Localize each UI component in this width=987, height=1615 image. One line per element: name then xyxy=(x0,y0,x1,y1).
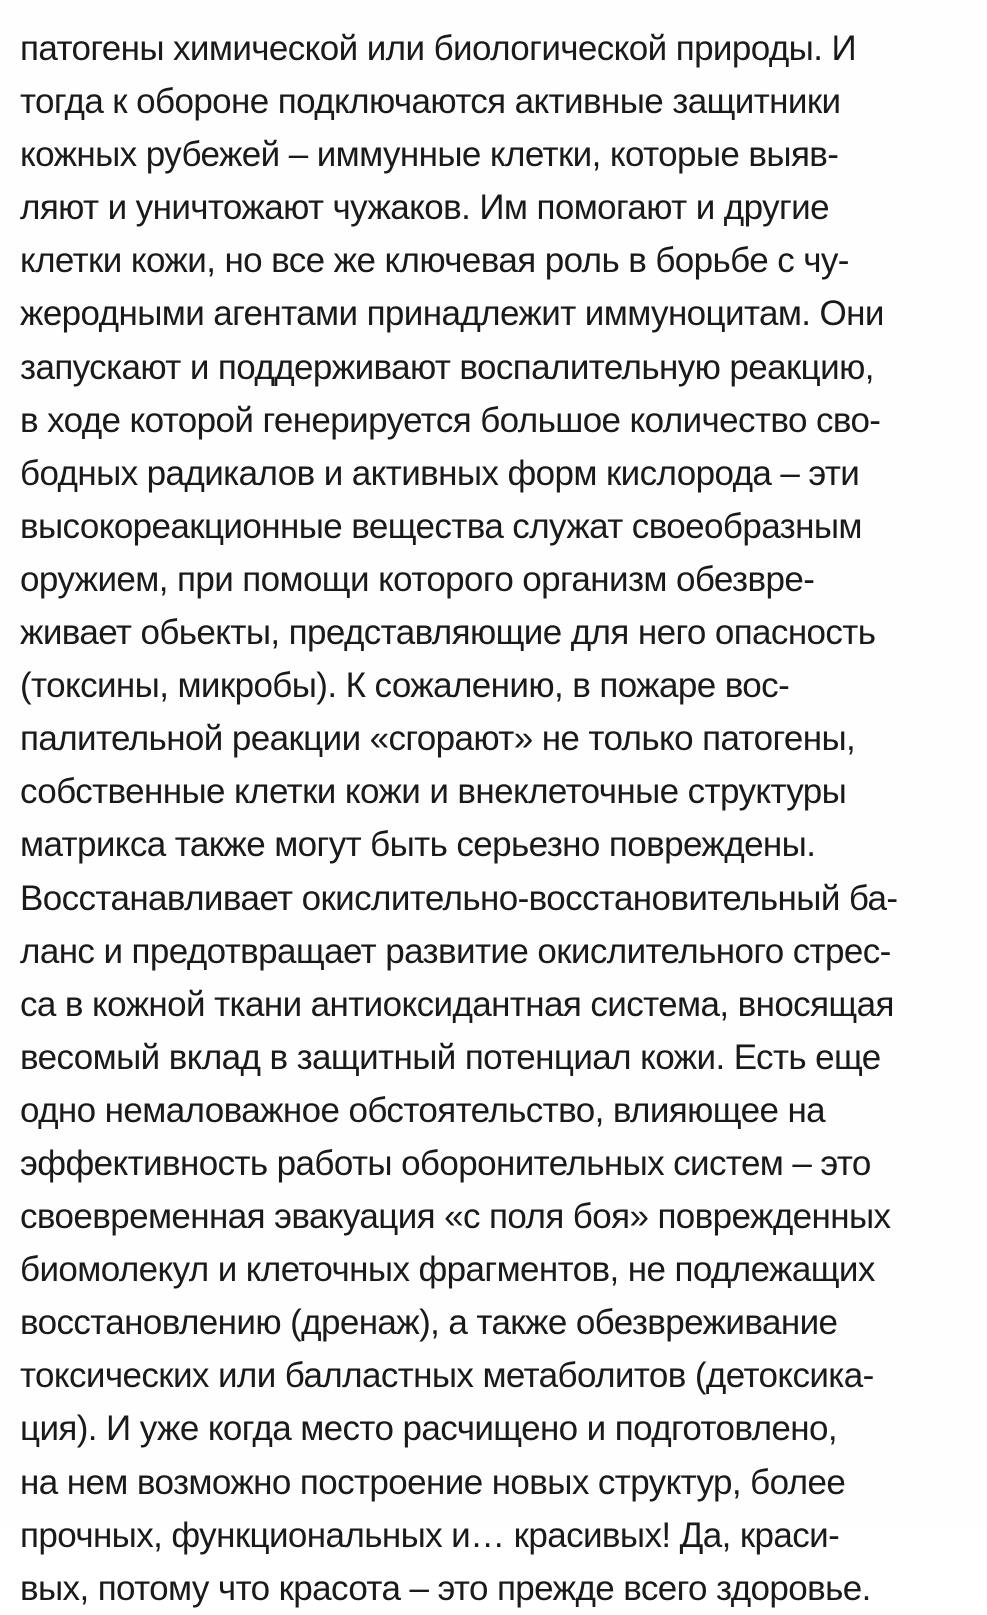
text-line: биомолекул и клеточных фрагментов, не подлежащих xyxy=(20,1250,875,1290)
text-line: оружием, при помощи которого организм обезвре- xyxy=(20,559,815,599)
text-line: тогда к обороне подключаются активные защитники xyxy=(20,82,841,122)
text-line: палительной реакции «сгорают» не только патогены, xyxy=(20,719,856,759)
text-line: токсических или балластных метаболитов (детоксика- xyxy=(20,1356,874,1396)
text-line: своевременная эвакуация «с поля боя» поврежденных xyxy=(20,1197,891,1237)
text-line: собственные клетки кожи и внеклеточные структуры xyxy=(20,772,847,812)
text-line: ляют и уничтожают чужаков. Им помогают и другие xyxy=(20,188,829,228)
text-line: на нем возможно построение новых структур, более xyxy=(20,1462,846,1502)
body-text xyxy=(20,22,975,1615)
text-line: вых, потому что красота – это прежде всего здоровье. xyxy=(20,1568,871,1608)
text-line: ланс и предотвращает развитие окислительного стрес- xyxy=(20,931,891,971)
text-line: в ходе которой генерируется большое количество сво- xyxy=(20,400,881,440)
text-line: запускают и поддерживают воспалительную реакцию, xyxy=(20,347,874,387)
text-line: высокореакционные вещества служат своеобразным xyxy=(20,506,862,546)
text-line: живает обьекты, представляющие для него опасность xyxy=(20,613,876,653)
text-line: жеродными агентами принадлежит иммуноцитам. Они xyxy=(20,294,884,334)
text-line: прочных, функциональных и… красивых! Да, краси- xyxy=(20,1515,840,1555)
text-line: одно немаловажное обстоятельство, влияющее на xyxy=(20,1090,826,1130)
text-line: бодных радикалов и активных форм кислорода – эти xyxy=(20,453,860,493)
text-line: матрикса также могут быть серьезно повреждены. xyxy=(20,825,816,865)
text-line: эффективность работы оборонительных систем – это xyxy=(20,1143,871,1183)
text-line: кожных рубежей – иммунные клетки, которые выяв- xyxy=(20,135,839,175)
text-line: весомый вклад в защитный потенциал кожи. Есть еще xyxy=(20,1037,881,1077)
text-line: восстановлению (дренаж), а также обезвреживание xyxy=(20,1303,838,1343)
text-line: клетки кожи, но все же ключевая роль в борьбе с чу- xyxy=(20,241,849,281)
text-line: са в кожной ткани антиоксидантная система, вносящая xyxy=(20,984,894,1024)
text-line: ция). И уже когда место расчищено и подготовлено, xyxy=(20,1409,838,1449)
text-line: (токсины, микробы). К сожалению, в пожаре вос- xyxy=(20,666,790,706)
text-line: патогены химической или биологической природы. И xyxy=(20,29,857,68)
text-line: Восстанавливает окислительно-восстановительный ба- xyxy=(20,878,898,918)
